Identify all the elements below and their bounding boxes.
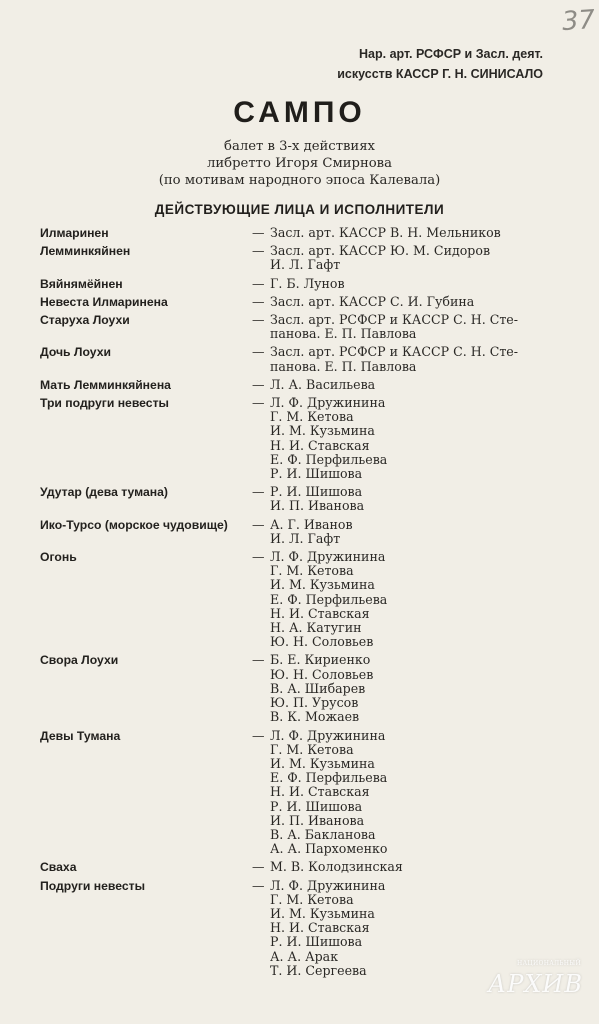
performer-name: Ю. П. Урусов xyxy=(270,695,359,711)
role-dash: — xyxy=(252,312,265,328)
cast-heading: ДЕЙСТВУЮЩИЕ ЛИЦА И ИСПОЛНИТЕЛИ xyxy=(154,202,445,217)
performer-name: Е. Ф. Перфильева xyxy=(270,451,388,467)
cast-entry xyxy=(40,485,560,513)
performer-name: Л. А. Васильева xyxy=(270,376,376,392)
performer-name: И. М. Кузьмина xyxy=(270,423,375,439)
performer-name: Г. Б. Лунов xyxy=(270,275,345,291)
role-performers xyxy=(270,860,560,874)
performer-name: И. П. Иванова xyxy=(270,498,365,514)
performer-name: панова. Е. П. Павлова xyxy=(270,326,417,342)
performer-name: Р. И. Шишова xyxy=(270,484,363,500)
cast-entry xyxy=(40,860,560,874)
cast-entry xyxy=(40,653,560,724)
role-performers xyxy=(270,226,560,240)
role-performers xyxy=(270,277,560,291)
performer-name: Засл. арт. РСФСР и КАССР С. Н. Сте- xyxy=(270,344,519,360)
performer-name: Засл. арт. КАССР В. Н. Мельников xyxy=(270,225,501,240)
role-name: Илмаринен xyxy=(40,226,109,240)
role-name: Невеста Илмаринена xyxy=(40,294,168,309)
performer-name: Ю. Н. Соловьев xyxy=(270,634,374,650)
performer-name: И. Л. Гафт xyxy=(270,257,341,273)
role-performers xyxy=(270,244,560,272)
role-performers xyxy=(270,295,560,309)
role-performers xyxy=(270,550,560,649)
performer-name: Ю. Н. Соловьев xyxy=(270,666,374,682)
role-dash: — xyxy=(252,549,265,565)
role-performers xyxy=(270,396,560,481)
role-dash: — xyxy=(252,516,265,532)
performer-name: В. К. Можаев xyxy=(270,709,360,725)
performer-name: Е. Ф. Перфильева xyxy=(270,591,388,607)
role-name: Ико-Турсо (морское чудовище) xyxy=(40,517,228,532)
cast-entry xyxy=(40,396,560,481)
role-dash: — xyxy=(252,344,265,360)
cast-entry xyxy=(40,244,560,272)
role-performers xyxy=(270,378,560,392)
cast-entry xyxy=(40,295,560,309)
performer-name: Е. Ф. Перфильева xyxy=(270,770,388,786)
role-dash: — xyxy=(252,275,265,291)
page-number: 37 xyxy=(560,4,597,38)
role-dash: — xyxy=(252,395,265,411)
ballet-title: САМПО xyxy=(233,96,366,129)
performer-name: Л. Ф. Дружинина xyxy=(270,727,386,743)
cast-entry xyxy=(40,277,560,291)
performer-name: А. А. Пархоменко xyxy=(270,841,388,857)
performer-name: А. А. Арак xyxy=(270,948,339,964)
role-dash: — xyxy=(252,484,265,500)
cast-list xyxy=(40,226,560,982)
role-performers xyxy=(270,485,560,513)
performer-name: Б. Е. Кириенко xyxy=(270,652,371,668)
watermark-main-text: АРХИВ xyxy=(488,970,583,998)
performer-name: Л. Ф. Дружинина xyxy=(270,549,386,565)
cast-entry xyxy=(40,313,560,341)
role-name: Сваха xyxy=(40,860,77,875)
performer-name: Р. И. Шишова xyxy=(270,466,363,482)
credit-line-1: Нар. арт. РСФСР и Засл. деят. xyxy=(359,47,543,61)
performer-name: Н. А. Катугин xyxy=(270,620,362,636)
role-dash: — xyxy=(252,859,265,875)
role-name: Подруги невесты xyxy=(40,878,146,893)
cast-entry xyxy=(40,550,560,649)
role-performers xyxy=(270,313,560,341)
performer-name: И. П. Иванова xyxy=(270,812,365,828)
cast-entry xyxy=(40,226,560,240)
role-name: Лемминкяйнен xyxy=(40,244,131,259)
role-performers xyxy=(270,345,560,373)
role-dash: — xyxy=(252,877,265,893)
performer-name: Т. И. Сергеева xyxy=(270,962,367,978)
performer-name: Г. М. Кетова xyxy=(270,409,354,425)
performer-name: А. Г. Иванов xyxy=(270,516,353,532)
subtitle-line-2: либретто Игоря Смирнова xyxy=(207,156,392,171)
performer-name: М. В. Колодзинская xyxy=(270,859,403,875)
performer-name: Л. Ф. Дружинина xyxy=(270,395,386,411)
performer-name: Засл. арт. РСФСР и КАССР С. Н. Сте- xyxy=(270,312,519,328)
performer-name: Л. Ф. Дружинина xyxy=(270,877,386,893)
performer-name: Р. И. Шишова xyxy=(270,934,363,950)
credit-line-2: искусств КАССР Г. Н. СИНИСАЛО xyxy=(337,67,543,81)
cast-entry xyxy=(40,729,560,857)
performer-name: В. А. Бакланова xyxy=(270,826,376,842)
cast-entry xyxy=(40,518,560,546)
performer-name: Засл. арт. КАССР С. И. Губина xyxy=(270,293,475,309)
performer-name: Г. М. Кетова xyxy=(270,563,354,579)
role-name: Три подруги невесты xyxy=(40,396,169,411)
role-dash: — xyxy=(252,376,265,392)
performer-name: Г. М. Кетова xyxy=(270,891,354,907)
cast-entry xyxy=(40,345,560,373)
role-name: Дочь Лоухи xyxy=(40,345,111,360)
performer-name: И. М. Кузьмина xyxy=(270,755,375,771)
role-performers xyxy=(270,518,560,546)
watermark-top-text: НАЦИОНАЛЬНЫЙ xyxy=(517,960,581,967)
role-dash: — xyxy=(252,652,265,668)
performer-name: Н. И. Ставская xyxy=(270,605,370,621)
subtitle-line-1: балет в 3-х действиях xyxy=(224,139,375,154)
ballet-subtitle xyxy=(0,138,599,189)
role-name: Старуха Лоухи xyxy=(40,313,130,328)
performer-name: панова. Е. П. Павлова xyxy=(270,358,417,374)
role-dash: — xyxy=(252,225,265,240)
role-name: Вяйнямёйнен xyxy=(40,276,123,291)
performer-name: В. А. Шибарев xyxy=(270,680,366,696)
role-dash: — xyxy=(252,727,265,743)
performer-name: И. Л. Гафт xyxy=(270,530,341,546)
subtitle-line-3: (по мотивам народного эпоса Калевала) xyxy=(158,173,441,188)
performer-name: Засл. арт. КАССР Ю. М. Сидоров xyxy=(270,243,491,259)
role-performers xyxy=(270,729,560,857)
author-credit xyxy=(337,44,543,84)
role-name: Удутар (дева тумана) xyxy=(40,485,168,500)
performer-name: И. М. Кузьмина xyxy=(270,577,375,593)
archive-watermark xyxy=(467,960,585,1006)
performer-name: Н. И. Ставская xyxy=(270,784,370,800)
role-dash: — xyxy=(252,243,265,259)
role-dash: — xyxy=(252,293,265,309)
performer-name: Р. И. Шишова xyxy=(270,798,363,814)
performer-name: Н. И. Ставская xyxy=(270,920,370,936)
role-name: Огонь xyxy=(40,550,77,565)
performer-name: Г. М. Кетова xyxy=(270,741,354,757)
cast-entry xyxy=(40,378,560,392)
role-name: Свора Лоухи xyxy=(40,653,119,668)
role-name: Мать Лемминкяйнена xyxy=(40,377,171,392)
role-performers xyxy=(270,653,560,724)
role-name: Девы Тумана xyxy=(40,728,121,743)
performer-name: Н. И. Ставская xyxy=(270,437,370,453)
performer-name: И. М. Кузьмина xyxy=(270,905,375,921)
